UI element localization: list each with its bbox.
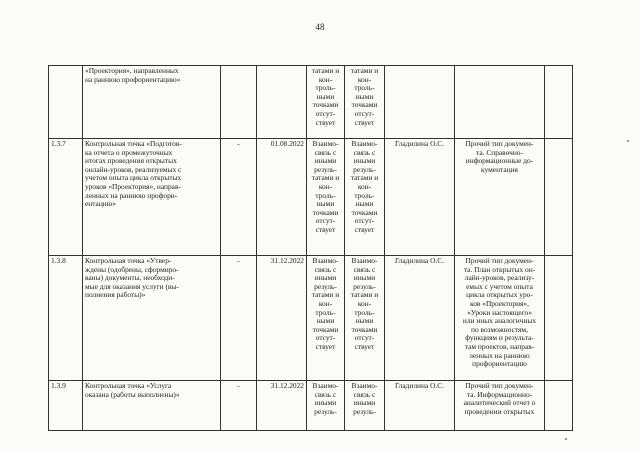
cell-line: ными [355, 316, 374, 326]
cell-line: ков «Проектория», [470, 298, 529, 308]
cell-dash: - [221, 139, 257, 256]
cell-line: резуль- [353, 406, 376, 416]
cell-line: отсут- [354, 216, 375, 226]
cell-line: ентацию» [85, 199, 116, 209]
cell-col5 [307, 381, 345, 431]
cell-date [257, 66, 307, 139]
cell-line: иными [314, 156, 337, 166]
cell-line: татами и [350, 66, 379, 75]
cell-num: 1.3.7 [49, 139, 83, 256]
cell-line: ствует [315, 224, 336, 234]
cell-line: иными [314, 273, 337, 283]
cell-line: Прочий тип докумен- [465, 256, 534, 265]
cell-line: троль- [315, 307, 336, 317]
cell-line: ленных на раннюю [469, 350, 530, 360]
cell-desc [83, 66, 221, 139]
cell-col5 [307, 256, 345, 381]
cell-doc [455, 381, 545, 431]
cell-line: ствует [315, 117, 336, 127]
cell-line: Взаимо- [351, 139, 378, 148]
cell-col6 [345, 66, 385, 139]
cell-line: резуль- [314, 281, 337, 291]
cell-line: информационные до- [465, 156, 534, 166]
cell-line: отсут- [354, 333, 375, 343]
cell-line: точками [312, 207, 339, 217]
scan-speck [565, 438, 567, 440]
cell-line: учетом опыта цикла открытых [85, 173, 182, 183]
cell-line: точками [312, 324, 339, 334]
cell-num [49, 66, 83, 139]
cell-line: кон- [318, 74, 333, 84]
cell-dash [221, 66, 257, 139]
cell-col6 [345, 381, 385, 431]
cell-line: иными [353, 156, 376, 166]
cell-empty [545, 381, 573, 431]
cell-line: точками [351, 207, 378, 217]
cell-line: Контрольная точка «Утвер- [85, 256, 172, 265]
cell-line: итогах проведения открытых [85, 156, 177, 166]
cell-line: ленных на раннюю профори- [85, 190, 178, 200]
cell-line: кументация [481, 164, 518, 174]
cell-line: ствует [354, 224, 375, 234]
cell-date: 31.12.2022 [257, 256, 307, 381]
cell-line: резуль- [314, 164, 337, 174]
cell-empty [545, 256, 573, 381]
cell-line: полнения работы)» [85, 290, 146, 300]
cell-line: по возможностям, [471, 324, 528, 334]
cell-line: отсут- [315, 108, 336, 118]
cell-doc [455, 139, 545, 256]
cell-line: ствует [354, 117, 375, 127]
cell-empty [545, 66, 573, 139]
cell-line: ваны) документы, необходи- [85, 273, 175, 283]
cell-line: троль- [354, 307, 375, 317]
cell-desc [83, 139, 221, 256]
cell-line: аналитический отчет о [463, 398, 536, 408]
cell-line: цикла открытых уро- [466, 290, 533, 300]
cell-line: ка отчета о промежуточных [85, 147, 173, 157]
cell-num: 1.3.8 [49, 256, 83, 381]
cell-line: лайн-уроков, реализу- [464, 273, 535, 283]
cell-line: кон- [357, 298, 372, 308]
cell-line: профориентацию [472, 359, 527, 369]
cell-resp [385, 66, 455, 139]
cell-line: Взаимо- [351, 256, 378, 265]
cell-line: отсут- [354, 108, 375, 118]
cell-dash: - [221, 256, 257, 381]
cell-line: татами и [311, 290, 340, 300]
cell-line: татами и [350, 290, 379, 300]
cell-line: троль- [354, 83, 375, 93]
cell-line: кон- [357, 74, 372, 84]
cell-line: функциям и результа- [465, 333, 534, 343]
cell-line: ными [355, 91, 374, 101]
cell-line: ными [316, 316, 335, 326]
page-number: 48 [315, 22, 325, 32]
cell-line: резуль- [353, 164, 376, 174]
cell-line: там проектов, направ- [464, 341, 535, 351]
cell-line: татами и [311, 173, 340, 183]
cell-empty [545, 139, 573, 256]
cell-line: кон- [318, 181, 333, 191]
cell-line: татами и [350, 173, 379, 183]
cell-line: Контрольная точка «Подготов- [85, 139, 182, 148]
cell-line: иными [314, 398, 337, 408]
table-row [49, 381, 573, 431]
cell-desc [83, 256, 221, 381]
scan-speck [627, 140, 629, 142]
cell-date: 31.12.2022 [257, 381, 307, 431]
cell-line: ными [316, 199, 335, 209]
cell-line: связь с [353, 147, 376, 157]
cell-line: точками [351, 100, 378, 110]
cell-line: проведении открытых [464, 406, 535, 416]
cell-line: «Уроки настоящего» [467, 307, 532, 317]
cell-line: та. Справочно- [476, 147, 523, 157]
cell-line: уроков «Проектория», направ- [85, 181, 181, 191]
cell-num: 1.3.9 [49, 381, 83, 431]
cell-line: точками [312, 100, 339, 110]
cell-line: троль- [315, 83, 336, 93]
cell-line: ждены (одобрены, сформиро- [85, 264, 179, 274]
cell-line: связь с [353, 264, 376, 274]
cell-line: та. Информационно- [466, 389, 533, 399]
cell-col5 [307, 66, 345, 139]
cell-line: связь с [314, 147, 337, 157]
cell-doc [455, 256, 545, 381]
cell-line: Контрольная точка «Услуга [85, 381, 172, 390]
cell-resp: Гладилина О.С. [385, 381, 455, 431]
cell-date: 01.08.2022 [257, 139, 307, 256]
cell-line: резуль- [314, 406, 337, 416]
cell-line: связь с [314, 264, 337, 274]
cell-line: мые для оказания услуги (вы- [85, 281, 179, 291]
cell-line: отсут- [315, 216, 336, 226]
cell-line: связь с [353, 389, 376, 399]
cell-line: троль- [315, 190, 336, 200]
cell-col6 [345, 256, 385, 381]
cell-line: иными [353, 398, 376, 408]
table-row [49, 256, 573, 381]
cell-line: Взаимо- [312, 139, 339, 148]
table-body [49, 66, 573, 431]
cell-line: «Проектория», направленных [85, 66, 179, 75]
cell-line: та. План открытых он- [463, 264, 536, 274]
cell-line: оказана (работы выполнены)» [85, 389, 180, 399]
cell-resp: Гладилина О.С. [385, 256, 455, 381]
cell-resp: Гладилина О.С. [385, 139, 455, 256]
cell-line: кон- [357, 181, 372, 191]
cell-line: ными [355, 199, 374, 209]
cell-line: онлайн-уроков, реализуемых с [85, 164, 182, 174]
cell-line: татами и [311, 66, 340, 75]
cell-line: ными [316, 91, 335, 101]
cell-line: Взаимо- [312, 256, 339, 265]
cell-line: точками [351, 324, 378, 334]
table-row [49, 66, 573, 139]
cell-line: Прочий тип докумен- [465, 139, 534, 148]
cell-col6 [345, 139, 385, 256]
cell-col5 [307, 139, 345, 256]
table-row [49, 139, 573, 256]
cell-line: кон- [318, 298, 333, 308]
cell-line: Взаимо- [312, 381, 339, 390]
cell-doc [455, 66, 545, 139]
cell-line: Взаимо- [351, 381, 378, 390]
plan-table [48, 65, 573, 431]
cell-line: или иных аналогичных [462, 316, 537, 326]
cell-line: связь с [314, 389, 337, 399]
cell-line: иными [353, 273, 376, 283]
cell-desc [83, 381, 221, 431]
cell-line: на раннюю профориентацию» [85, 74, 181, 84]
cell-line: емых с учетом опыта [466, 281, 533, 291]
cell-line: отсут- [315, 333, 336, 343]
cell-line: ствует [315, 341, 336, 351]
cell-line: Прочий тип докумен- [465, 381, 534, 390]
cell-line: троль- [354, 190, 375, 200]
cell-line: резуль- [353, 281, 376, 291]
cell-dash: - [221, 381, 257, 431]
cell-line: ствует [354, 341, 375, 351]
